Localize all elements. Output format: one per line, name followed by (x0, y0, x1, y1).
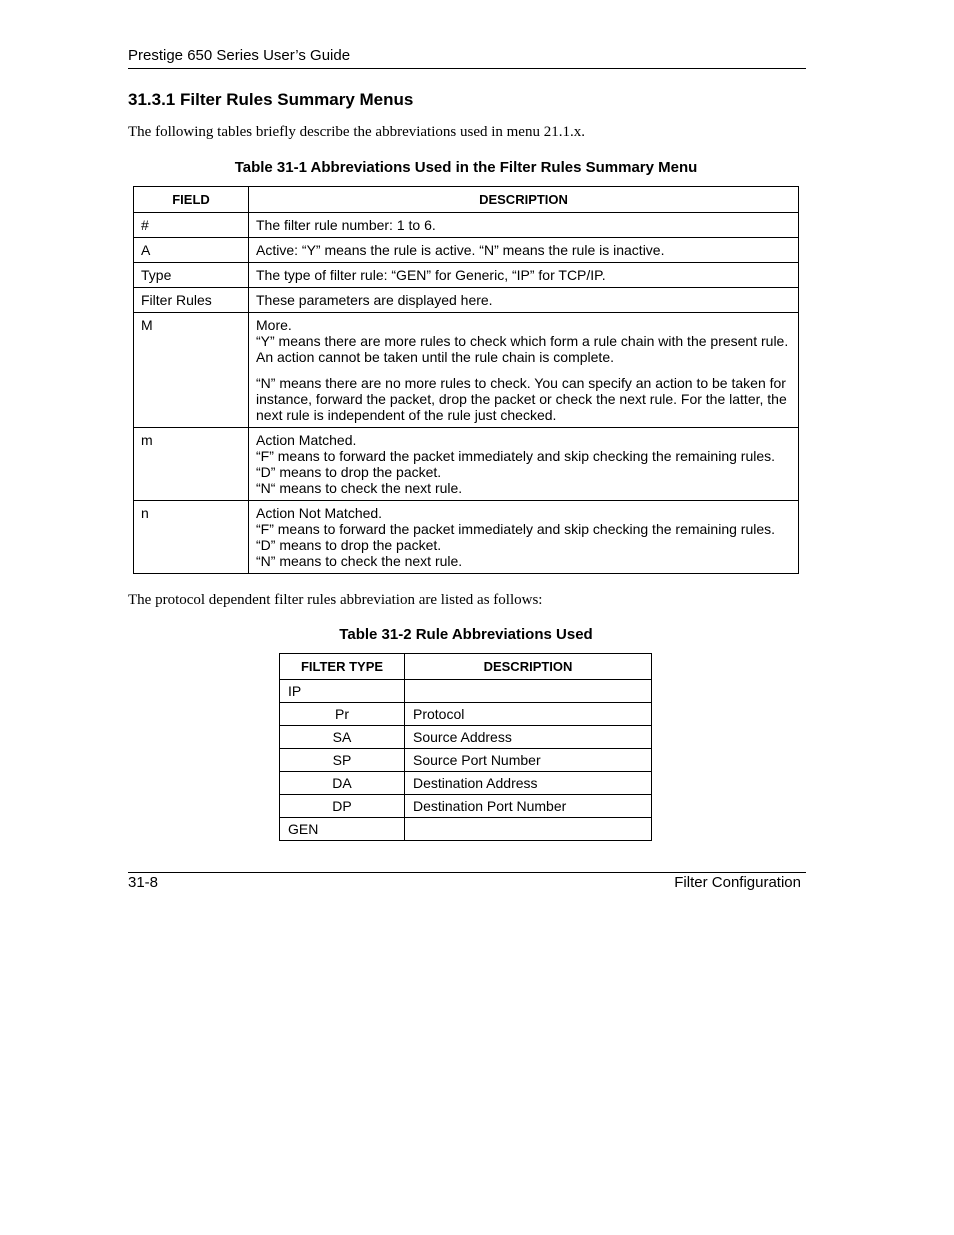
between-paragraph: The protocol dependent filter rules abbreviation are listed as follows: (128, 592, 543, 608)
column-header-filter-type: FILTER TYPE (280, 654, 405, 680)
abbreviations-table (133, 186, 799, 574)
header-rule (128, 68, 806, 69)
field-cell: n (134, 501, 249, 574)
table-row (134, 213, 799, 238)
filter-type-cell: IP (280, 680, 405, 703)
table-row (280, 703, 652, 726)
filter-type-cell: DA (280, 772, 405, 795)
description-line: “F” means to forward the packet immediately and skip checking the remaining rules. (256, 521, 776, 537)
field-cell: A (134, 238, 249, 263)
description-line: Action Not Matched. (256, 505, 383, 521)
description-cell (249, 313, 799, 428)
description-line: Active: “Y” means the rule is active. “N” means the rule is inactive. (256, 242, 665, 258)
field-cell: # (134, 213, 249, 238)
description-cell: Source Address (405, 726, 652, 749)
description-line: The type of filter rule: “GEN” for Generic, “IP” for TCP/IP. (256, 267, 606, 283)
filter-type-cell: SP (280, 749, 405, 772)
page-number: 31-8 (128, 874, 159, 891)
table-row (280, 726, 652, 749)
table2-caption: Table 31-2 Rule Abbreviations Used (339, 626, 593, 643)
description-line: “N” means to check the next rule. (256, 553, 463, 569)
section-title: 31.3.1 Filter Rules Summary Menus (128, 90, 414, 109)
description-cell (249, 238, 799, 263)
chapter-name: Filter Configuration (674, 874, 801, 891)
description-cell: Destination Port Number (405, 795, 652, 818)
table-row (280, 680, 652, 703)
running-header-title: Prestige 650 Series User’s Guide (128, 47, 351, 64)
field-cell: M (134, 313, 249, 428)
description-cell (249, 213, 799, 238)
field-cell: Type (134, 263, 249, 288)
rule-abbreviations-table (279, 653, 652, 841)
footer-rule (128, 872, 806, 873)
field-cell: m (134, 428, 249, 501)
field-cell: Filter Rules (134, 288, 249, 313)
description-cell (249, 428, 799, 501)
description-line: “N“ means to check the next rule. (256, 480, 463, 496)
description-line: The filter rule number: 1 to 6. (256, 217, 436, 233)
column-header-description: DESCRIPTION (249, 187, 799, 213)
filter-type-cell: Pr (280, 703, 405, 726)
table-row (134, 288, 799, 313)
description-cell: Protocol (405, 703, 652, 726)
table-row (134, 428, 799, 501)
intro-paragraph: The following tables briefly describe the abbreviations used in menu 21.1.x. (128, 124, 585, 140)
description-cell (405, 818, 652, 841)
description-cell (405, 680, 652, 703)
description-cell: Source Port Number (405, 749, 652, 772)
description-cell (249, 288, 799, 313)
description-line: These parameters are displayed here. (256, 292, 493, 308)
table-row (280, 749, 652, 772)
table-row (280, 795, 652, 818)
description-line: More. (256, 317, 292, 333)
filter-type-cell: GEN (280, 818, 405, 841)
description-line: “D” means to drop the packet. (256, 537, 442, 553)
description-cell: Destination Address (405, 772, 652, 795)
table1-caption: Table 31-1 Abbreviations Used in the Filter Rules Summary Menu (234, 159, 698, 176)
table-row (134, 238, 799, 263)
table-header-row (134, 187, 799, 213)
filter-type-cell: DP (280, 795, 405, 818)
description-line: “Y” means there are more rules to check which form a rule chain with the present rule. An action cannot be taken until the rule chain is complete. (256, 333, 789, 365)
description-cell (249, 263, 799, 288)
description-line: Action Matched. (256, 432, 357, 448)
column-header-description: DESCRIPTION (405, 654, 652, 680)
filter-type-cell: SA (280, 726, 405, 749)
table-row (134, 313, 799, 428)
table-row (134, 501, 799, 574)
table-row (134, 263, 799, 288)
description-line: “D” means to drop the packet. (256, 464, 442, 480)
table-row (280, 772, 652, 795)
table-header-row (280, 654, 652, 680)
table-row (280, 818, 652, 841)
paragraph-gap (256, 365, 791, 375)
description-line: “F” means to forward the packet immediately and skip checking the remaining rules. (256, 448, 776, 464)
description-line: “N” means there are no more rules to check. You can specify an action to be taken for instance, forward the packet, drop the packet or check the next rule. For the latter, the next rule is independent of the rule just checked. (256, 375, 787, 423)
column-header-field: FIELD (134, 187, 249, 213)
description-cell (249, 501, 799, 574)
